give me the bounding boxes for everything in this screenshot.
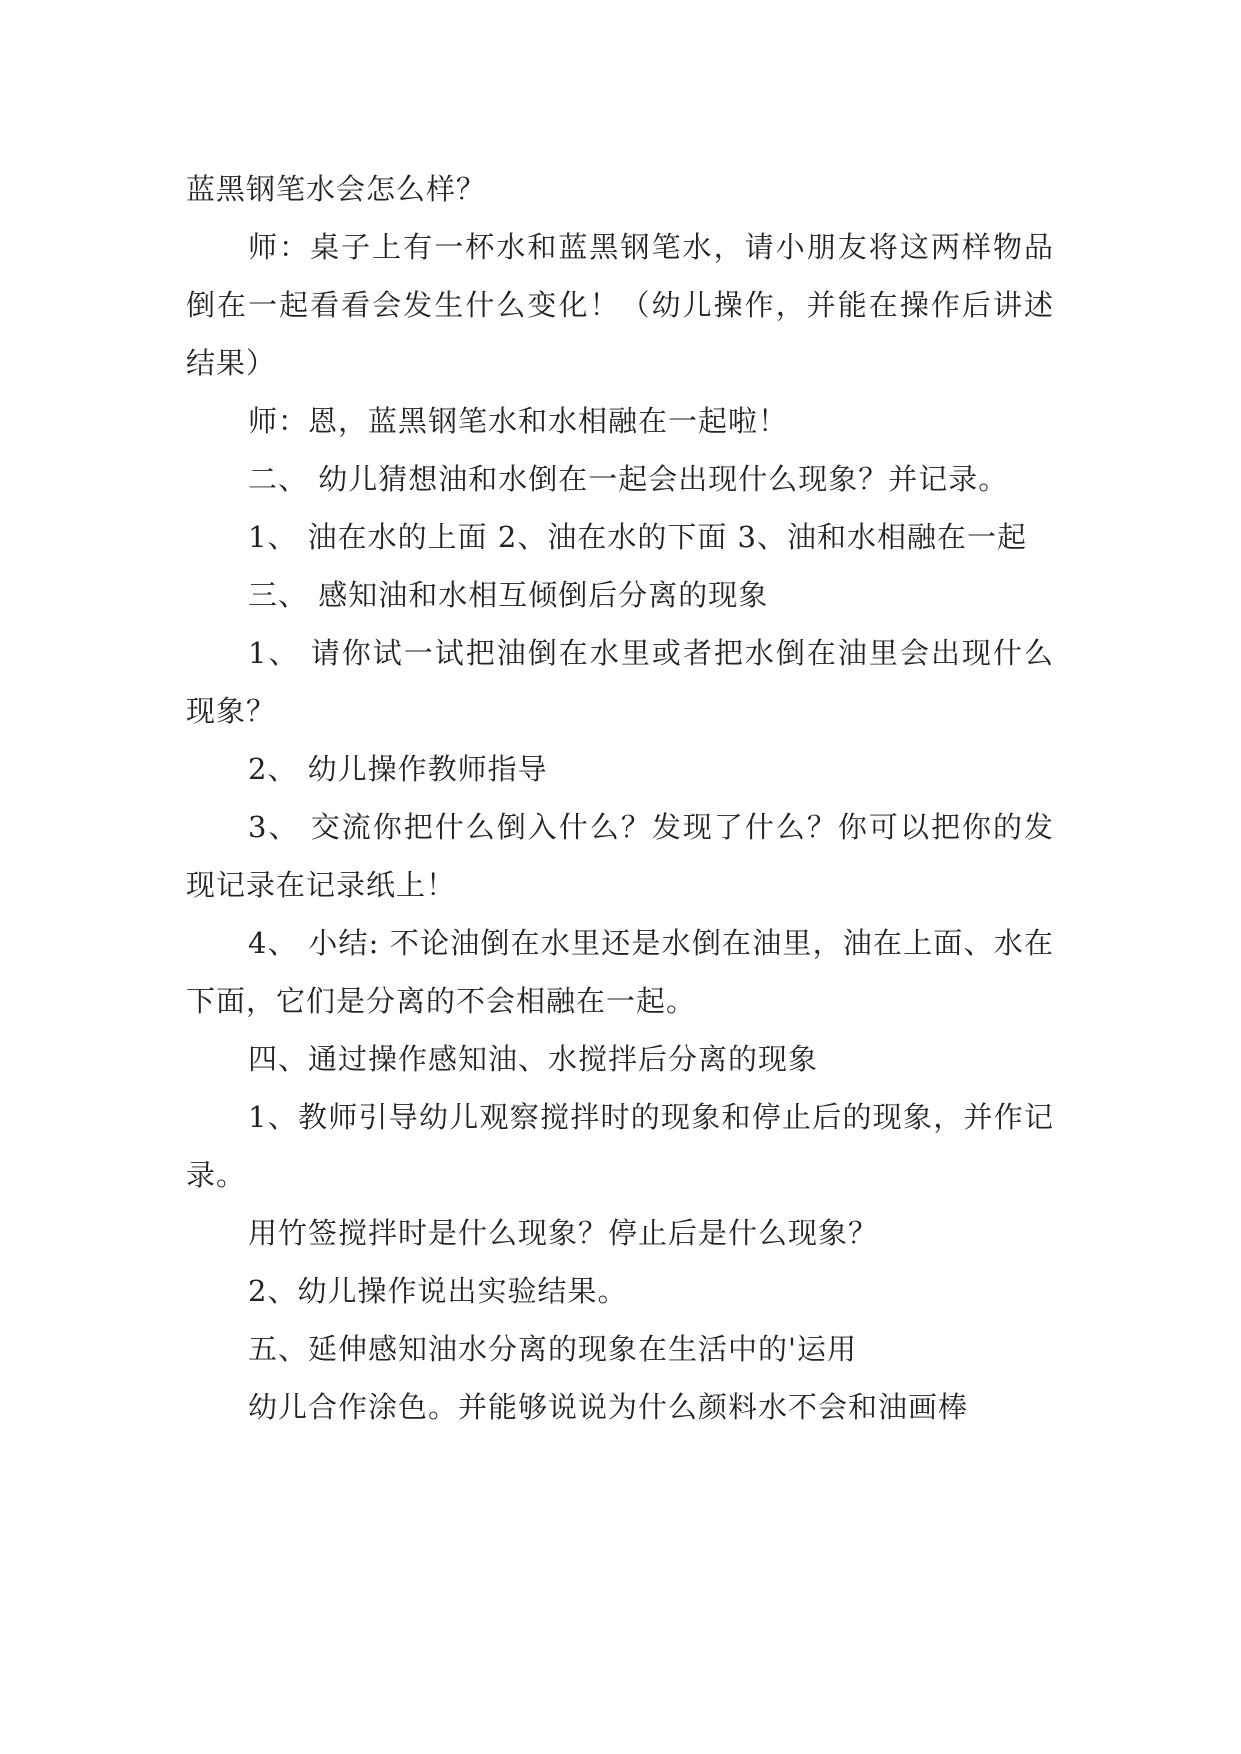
section-heading-five: 五、延伸感知油水分离的现象在生活中的'运用 [248,1332,857,1366]
paragraph: 师：恩，蓝黑钢笔水和水相融在一起啦！ [248,404,789,438]
list-item: 2、 幼儿操作教师指导 [248,752,548,786]
section-heading-three: 三、 感知油和水相互倾倒后分离的现象 [248,578,769,612]
list-item: 1、教师引导幼儿观察搅拌时的现象和停止后的现象，并作记录。 [186,1100,1054,1192]
paragraph: 用竹签搅拌时是什么现象？停止后是什么现象？ [248,1216,879,1250]
list-item: 1、 请你试一试把油倒在水里或者把水倒在油里会出现什么现象？ [186,636,1054,728]
list-item: 4、 小结: 不论油倒在水里还是水倒在油里，油在上面、水在下面，它们是分离的不会相融在一起。 [186,926,1054,1018]
paragraph: 幼儿合作涂色。并能够说说为什么颜料水不会和油画棒 [248,1390,969,1424]
document-body [186,160,1054,1436]
list-item: 2、幼儿操作说出实验结果。 [248,1274,628,1308]
section-heading-four: 四、通过操作感知油、水搅拌后分离的现象 [248,1042,819,1076]
paragraph: 师：桌子上有一杯水和蓝黑钢笔水，请小朋友将这两样物品倒在一起看看会发生什么变化！（幼儿操作，并能在操作后讲述结果） [186,230,1054,380]
list-item: 3、 交流你把什么倒入什么？发现了什么？你可以把你的发现记录在记录纸上！ [186,810,1054,902]
guess-options: 1、 油在水的上面 2、油在水的下面 3、油和水相融在一起 [248,520,1028,554]
section-heading-two: 二、 幼儿猜想油和水倒在一起会出现什么现象？并记录。 [248,462,1009,496]
paragraph: 蓝黑钢笔水会怎么样？ [186,172,487,206]
